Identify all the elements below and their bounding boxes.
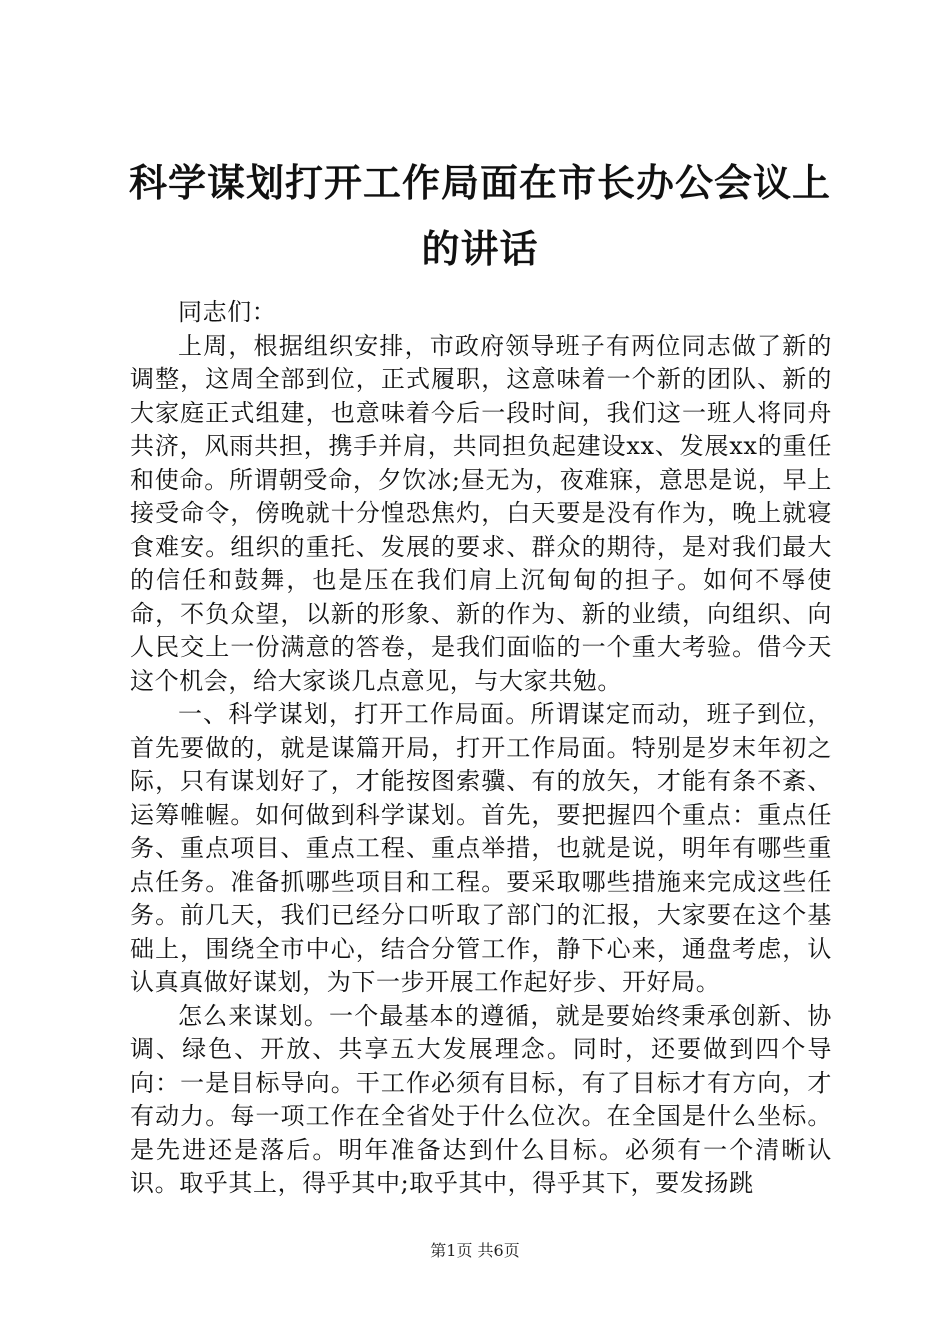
paragraph: 一、科学谋划，打开工作局面。所谓谋定而动，班子到位，首先要做的，就是谋篇开局，打开工作局面。特别是岁末年初之际，只有谋划好了，才能按图索骥、有的放矢，才能有条不紊、运筹帷幄。如何做到科学谋划。首先，要把握四个重点：重点任务、重点项目、重点工程、重点举措，也就是说，明年有哪些重点任务。准备抓哪些项目和工程。要采取哪些措施来完成这些任务。前几天，我们已经分口听取了部门的汇报，大家要在这个基础上，围绕全市中心，结合分管工作，静下心来，通盘考虑，认认真真做好谋划，为下一步开展工作起好步、开好局。 [130,700,832,996]
salutation: 同志们： [178,298,277,326]
document-body [130,296,832,1201]
paragraph: 怎么来谋划。一个最基本的遵循，就是要始终秉承创新、协调、绿色、开放、共享五大发展理念。同时，还要做到四个导向：一是目标导向。干工作必须有目标，有了目标才有方向，才有动力。每一项工作在全省处于什么位次。在全国是什么坐标。是先进还是落后。明年准备达到什么目标。必须有一个清晰认识。取乎其上，得乎其中;取乎其中，得乎其下，要发扬跳 [130,1001,832,1197]
document-title: 科学谋划打开工作局面在市长办公会议上的讲话 [128,160,831,271]
paragraph: 上周，根据组织安排，市政府领导班子有两位同志做了新的调整，这周全部到位，正式履职，这意味着一个新的团队、新的大家庭正式组建，也意味着今后一段时间，我们这一班人将同舟共济，风雨共担，携手并肩，共同担负起建设xx、发展xx的重任和使命。所谓朝受命，夕饮冰;昼无为，夜难寐，意思是说，早上接受命令，傍晚就十分惶恐焦灼，白天要是没有作为，晚上就寝食难安。组织的重托、发展的要求、群众的期待，是对我们最大的信任和鼓舞，也是压在我们肩上沉甸甸的担子。如何不辱使命，不负众望，以新的形象、新的作为、新的业绩，向组织、向人民交上一份满意的答卷，是我们面临的一个重大考验。借今天这个机会，给大家谈几点意见，与大家共勉。 [130,331,832,695]
page-number: 第1页 共6页 [430,1241,520,1260]
